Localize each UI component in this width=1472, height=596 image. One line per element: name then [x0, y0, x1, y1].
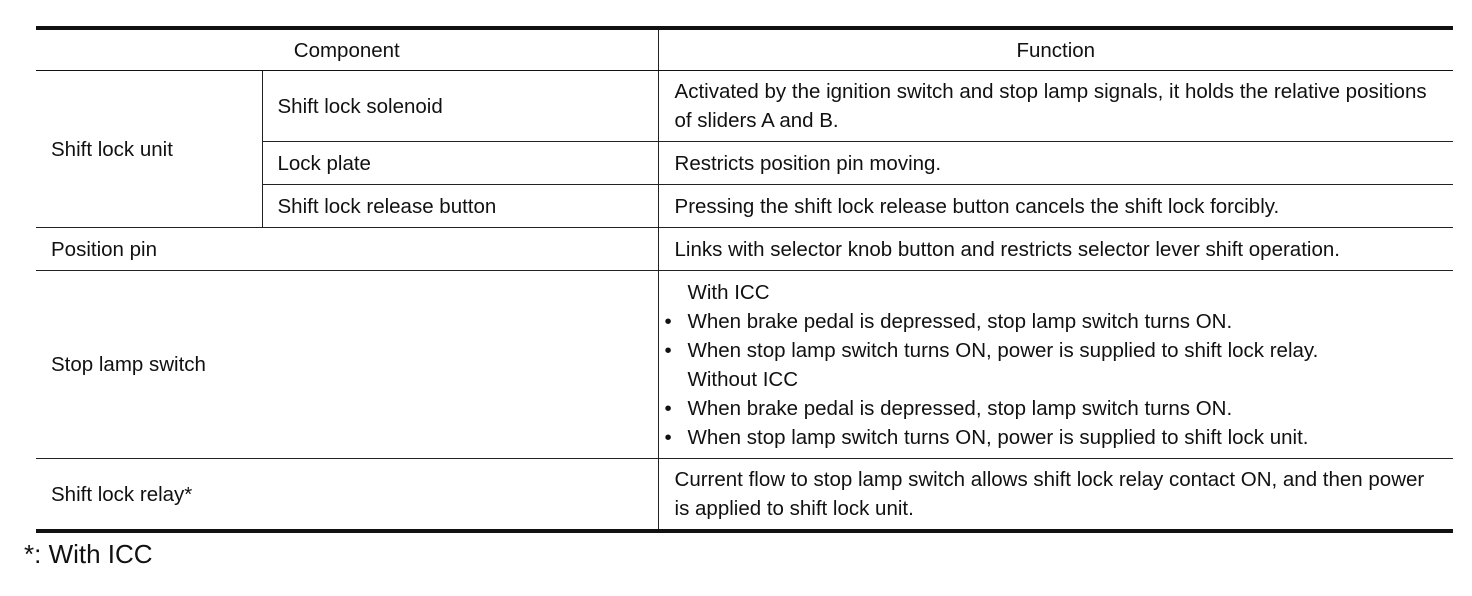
table-row	[36, 271, 1453, 459]
part-lock-plate: Lock plate	[262, 142, 658, 185]
table-row	[36, 228, 1453, 271]
with-icc-heading: With ICC	[687, 280, 770, 304]
list-item: • When brake pedal is depressed, stop lamp switch turns ON.	[665, 394, 1444, 423]
without-icc-heading: Without ICC	[687, 367, 799, 391]
function-lock-plate: Restricts position pin moving.	[658, 142, 1453, 185]
function-position-pin: Links with selector knob button and restricts selector lever shift operation.	[658, 228, 1453, 271]
table-row	[36, 459, 1453, 532]
component-function-table-container	[36, 26, 1453, 533]
table-row	[36, 71, 1453, 142]
function-shift-lock-solenoid: Activated by the ignition switch and stop lamp signals, it holds the relative positions of sliders A and B.	[658, 71, 1453, 142]
function-shift-lock-release-button: Pressing the shift lock release button cancels the shift lock forcibly.	[658, 185, 1453, 228]
header-component: Component	[36, 28, 658, 71]
part-shift-lock-solenoid: Shift lock solenoid	[262, 71, 658, 142]
component-stop-lamp-switch: Stop lamp switch	[36, 271, 658, 459]
component-shift-lock-relay: Shift lock relay*	[36, 459, 658, 532]
function-stop-lamp-switch	[658, 271, 1453, 459]
component-function-table	[36, 26, 1453, 533]
component-shift-lock-unit: Shift lock unit	[36, 71, 262, 228]
list-item: • When stop lamp switch turns ON, power is supplied to shift lock unit.	[665, 423, 1444, 452]
function-shift-lock-relay: Current flow to stop lamp switch allows shift lock relay contact ON, and then power is applied to shift lock unit.	[658, 459, 1453, 532]
list-item: • When stop lamp switch turns ON, power is supplied to shift lock relay.	[665, 336, 1444, 365]
table-header-row	[36, 28, 1453, 71]
without-icc-list	[665, 394, 1444, 452]
footnote: *: With ICC	[24, 539, 153, 569]
with-icc-list	[665, 307, 1444, 365]
header-function: Function	[658, 28, 1453, 71]
part-shift-lock-release-button: Shift lock release button	[262, 185, 658, 228]
list-item: • When brake pedal is depressed, stop lamp switch turns ON.	[665, 307, 1444, 336]
component-position-pin: Position pin	[36, 228, 658, 271]
